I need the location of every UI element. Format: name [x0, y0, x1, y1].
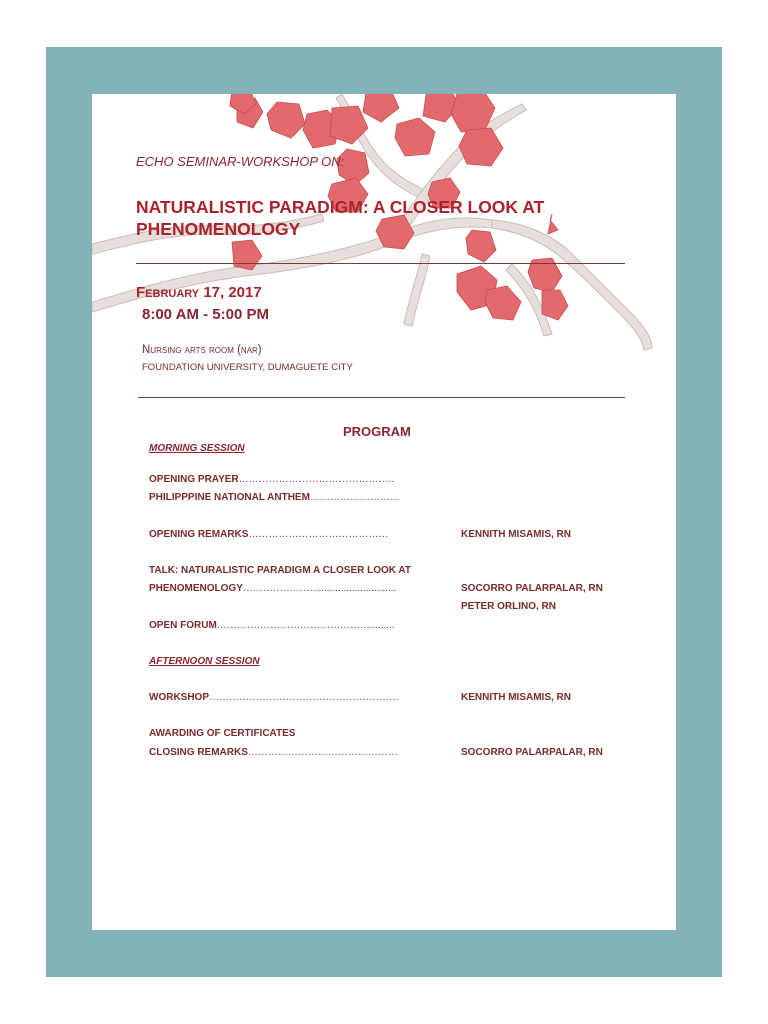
item-label: WORKSHOP — [149, 692, 209, 703]
afternoon-session-label: AFTERNOON SESSION — [149, 656, 260, 667]
leader-dots: ………………….............................. — [242, 583, 397, 594]
program-item-opening-prayer — [149, 474, 394, 485]
title-divider — [136, 263, 625, 264]
event-venue: Nursing arts room (nar) — [142, 344, 262, 356]
program-item-closing-remarks — [149, 747, 398, 758]
item-label: PHENOMENOLOGY — [149, 583, 243, 594]
item-label: OPENING PRAYER — [149, 474, 239, 485]
event-time: 8:00 AM - 5:00 PM — [142, 306, 269, 323]
program-item-talk-line2 — [149, 583, 396, 594]
speaker-talk-1: SOCORRO PALARPALAR, RN — [461, 583, 603, 594]
program-item-open-forum — [149, 620, 395, 631]
leader-dots: ……………………………………….. — [238, 474, 395, 485]
item-label: CLOSING REMARKS — [149, 747, 248, 758]
program-heading: PROGRAM — [343, 424, 411, 439]
event-date: February 17, 2017 — [136, 284, 262, 301]
event-institution: FOUNDATION UNIVERSITY, DUMAGUETE CITY — [142, 362, 353, 373]
speaker-talk-2: PETER ORLINO, RN — [461, 601, 557, 612]
leader-dots: …………………………………… — [248, 529, 389, 540]
program-item-workshop — [149, 692, 399, 703]
program-item-awarding: AWARDING OF CERTIFICATES — [149, 728, 296, 739]
speaker-closing-remarks: SOCORRO PALARPALAR, RN — [461, 747, 603, 758]
leader-dots: ……………………………………….......... — [216, 620, 395, 631]
item-label: OPEN FORUM — [149, 620, 217, 631]
item-label: OPENING REMARKS — [149, 529, 249, 540]
program-item-talk-line1: TALK: NATURALISTIC PARADIGM A CLOSER LOOK AT — [149, 565, 412, 576]
item-label: PHILIPPPINE NATIONAL ANTHEM — [149, 492, 310, 503]
speaker-opening-remarks: KENNITH MISAMIS, RN — [461, 529, 571, 540]
flyer-sheet — [92, 94, 676, 930]
venue-divider — [138, 397, 625, 398]
program-item-opening-remarks — [149, 529, 388, 540]
leader-dots: ……………………………………… — [247, 747, 398, 758]
leader-dots: ……………………… — [309, 492, 400, 503]
speaker-workshop: KENNITH MISAMIS, RN — [461, 692, 571, 703]
morning-session-label: MORNING SESSION — [149, 443, 245, 454]
seminar-kicker: ECHO SEMINAR-WORKSHOP ON: — [136, 154, 345, 169]
program-item-anthem — [149, 492, 400, 503]
leader-dots: ………………………………………………… — [209, 692, 399, 703]
seminar-title: NATURALISTIC PARADIGM: A CLOSER LOOK AT PHENOMENOLOGY — [136, 197, 545, 239]
